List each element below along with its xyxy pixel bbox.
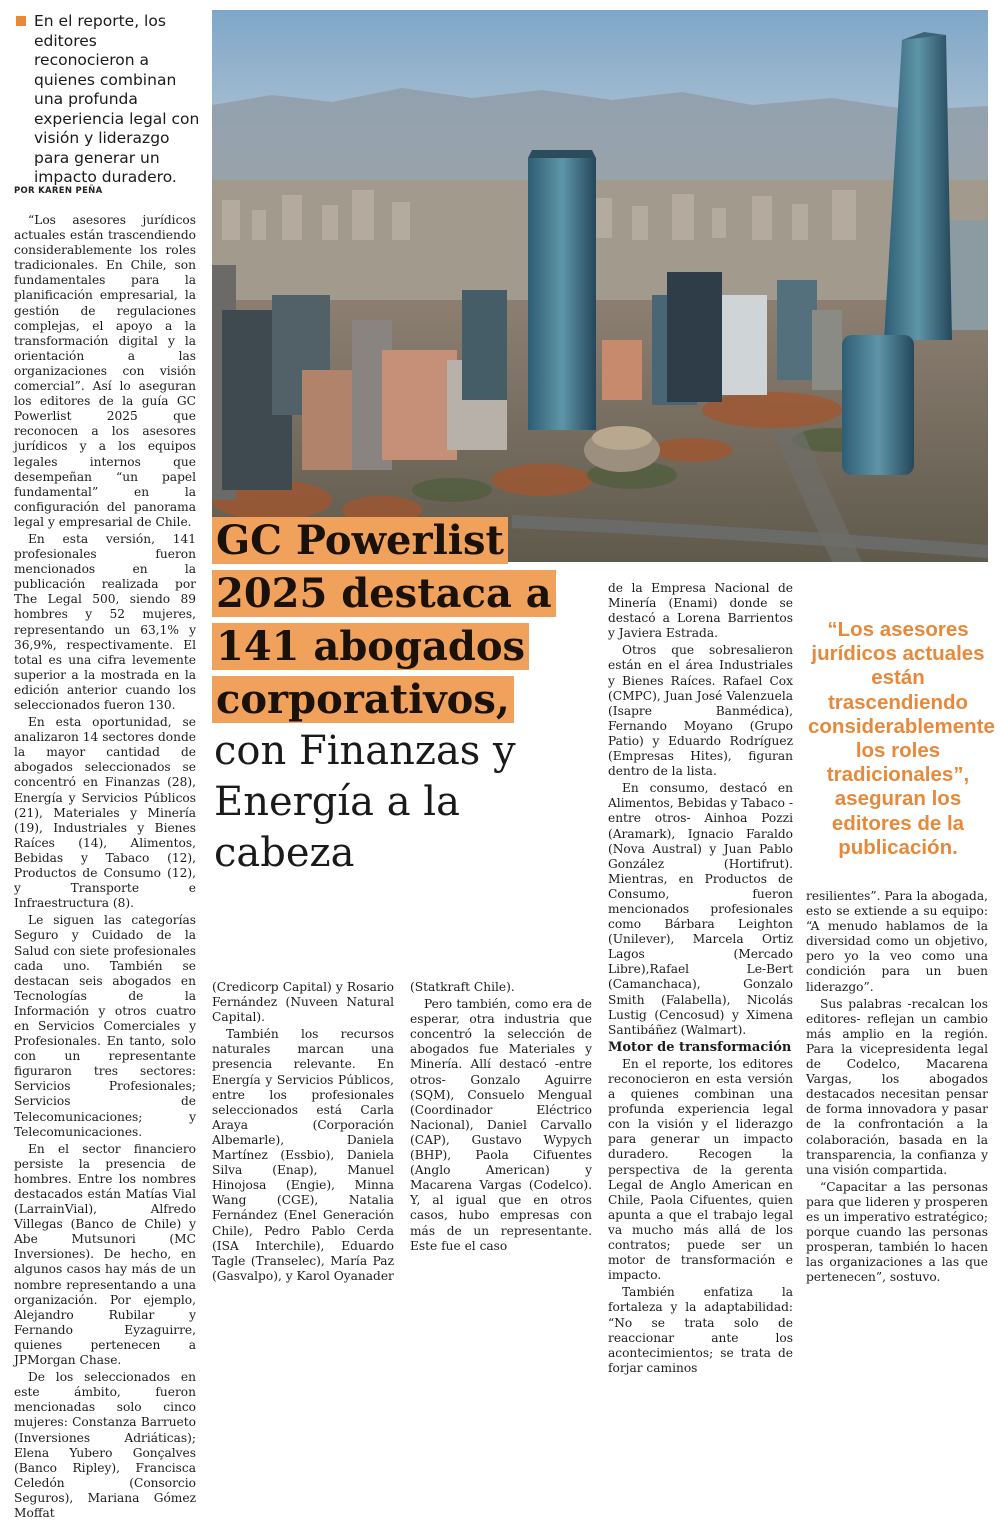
bullet-square-icon — [16, 16, 26, 26]
paragraph: También los recursos naturales marcan una presencia relevante. En Energía y Servicios Públicos, entre los profesionales seleccionados está Carla Araya (Corporación Albemarle), Daniela Martínez (Essbio), Daniela Silva (Enap), Manuel Hinojosa (Engie), Minna Wang (CGE), Natalia Fernández (Enel Generación Chile), Pedro Pablo Cerda (ISA Interchile), Eduardo Tagle (Transelec), María Paz (Gasvalpo), y Karol Oyanader — [212, 1027, 394, 1283]
paragraph: De los seleccionados en este ámbito, fueron mencionadas solo cinco mujeres: Constanza Barrueto (Inversiones Adriáticas); Elena Yubero Gonçalves (Banco Ripley), Francisca Celedón (Consorcio Seguros), Mariana Gómez Moffat — [14, 1370, 196, 1520]
headline — [212, 514, 602, 879]
lead-deck — [16, 12, 201, 188]
paragraph: “Los asesores jurídicos actuales están trascendiendo considerablemente los roles tradicionales. En Chile, son fundamentales para la planificación empresarial, la gestión de regulaciones complejas, el apoyo a la transformación digital y la orientación a las organizaciones con visión comercial”. Así lo aseguran los editores de la guía GC Powerlist 2025 que reconocen a los asesores jurídicos y a los equipos legales internos que desempeñan “un papel fundamental” en la configuración del panorama legal y empresarial de Chile. — [14, 213, 196, 529]
paragraph: Pero también, como era de esperar, otra industria que concentró la selección de abogados fue Materiales y Minería. Allí destacó -entre otros- Gonzalo Aguirre (SQM), Consuelo Mengual (Coordinador Eléctrico Nacional), Daniel Carvallo (CAP), Gustavo Wypych (BHP), Paola Cifuentes (Anglo American) y Macarena Vargas (Codelco). Y, al igual que en otros casos, hubo empresas con más de un representante. Este fue el caso — [410, 997, 592, 1253]
paragraph: Le siguen las categorías Seguro y Cuidado de la Salud con siete profesionales cada uno. También se destacan seis abogados en Tecnologías de la Información y otros cuatro en Servicios Comerciales y Profesionales. En tanto, solo con un representante figuraron tres sectores: Servicios Profesionales; Servicios de Telecomunicaciones; y Telecomunicaciones. — [14, 913, 196, 1139]
article-column-2 — [212, 980, 394, 1286]
article-column-4 — [608, 581, 793, 1378]
headline-line: corporativos, — [212, 676, 514, 723]
headline-line: 2025 destaca a — [212, 570, 556, 617]
byline: POR KAREN PEÑA — [14, 186, 103, 196]
article-column-3 — [410, 980, 592, 1256]
paragraph: En el sector financiero persiste la presencia de hombres. Entre los nombres destacados están Matías Vial (LarrainVial), Alfredo Villegas (Banco de Chile) y Abe Mutsunori (MC Inversiones). De hecho, en algunos casos hay más de un nombre representando a una organización. Por ejemplo, Alejandro Rubilar y Fernando Eyzaguirre, quienes pertenecen a JPMorgan Chase. — [14, 1141, 196, 1368]
paragraph: También enfatiza la fortaleza y la adaptabilidad: “No se trata solo de reaccionar ante los acontecimientos; se trata de forjar caminos — [608, 1285, 793, 1375]
paragraph: (Credicorp Capital) y Rosario Fernández (Nuveen Natural Capital). — [212, 980, 394, 1025]
paragraph: Sus palabras -recalcan los editores- reflejan un cambio más amplio en la región. Para la vicepresidenta legal de Codelco, Macarena Vargas, los abogados destacados necesitan pensar de forma innovadora y pasar de la confrontación a la colaboración, basada en la transparencia, la confianza y una visión compartida. — [806, 996, 988, 1177]
paragraph: En esta oportunidad, se analizaron 14 sectores donde la mayor cantidad de abogados seleccionados se concentró en Finanzas (28), Energía y Servicios Públicos (21), Materiales y Minería (19), Industriales y Bienes Raíces (14), Alimentos, Bebidas y Tabaco (12), Productos de Consumo (12), y Transporte e Infraestructura (8). — [14, 715, 196, 911]
paragraph: “Capacitar a las personas para que lideren y prosperen es un imperativo estratégico; porque cuando las personas prosperan, también lo hacen las organizaciones a las que pertenecen”, sostuvo. — [806, 1179, 988, 1285]
article-column-1 — [14, 213, 196, 1523]
paragraph: En el reporte, los editores reconocieron en esta versión a quienes combinan una profunda experiencia legal con la visión y el liderazgo para generar un impacto duradero. Recogen la perspectiva de la gerenta Legal de Anglo American en Chile, Paola Cifuentes, quien apunta a que el trabajo legal va mucho más allá de los contratos; puede ser un motor de transformación e impacto. — [608, 1056, 793, 1283]
paragraph: resilientes”. Para la abogada, esto se extiende a su equipo: “A menudo hablamos de la diversidad como un objetivo, pero yo la veo como una condición para un buen liderazgo”. — [806, 889, 988, 994]
headline-highlight — [212, 514, 602, 726]
lead-text: En el reporte, los editores reconocieron a quienes combinan una profunda experiencia legal con visión y liderazgo para generar un impacto duradero. — [34, 12, 200, 186]
city-skyline-photo — [212, 10, 988, 562]
paragraph: En esta versión, 141 profesionales fueron mencionados en la publicación realizada por The Legal 500, siendo 89 hombres y 52 mujeres, representando un 63,1% y 36,9%, respectivamente. El total es una cifra levemente superior a la mostrada en la edición anterior cuando los seleccionados fueron 130. — [14, 531, 196, 712]
headline-subtitle: con Finanzas y Energía a la cabeza — [214, 728, 516, 876]
paragraph: (Statkraft Chile). — [410, 980, 515, 994]
pull-quote: “Los asesores jurídicos actuales están trascendiendo considerablemente los roles tradicionales”, aseguran los editores de la publicación. — [808, 618, 995, 859]
section-subhead: Motor de transformación — [608, 1039, 792, 1055]
paragraph: de la Empresa Nacional de Minería (Enami) donde se destacó a Lorena Barrientos y Javiera Estrada. — [608, 581, 793, 641]
headline-line: GC Powerlist — [212, 517, 508, 564]
paragraph: Otros que sobresalieron están en el área Industriales y Bienes Raíces. Rafael Cox (CMPC), Juan José Valenzuela (Isapre Banmédica), Fernando Moyano (Grupo Patio) y Eduardo Rodríguez (Empresas Hites), figuran dentro de la lista. — [608, 643, 793, 779]
headline-line: 141 abogados — [212, 623, 529, 670]
article-column-5 — [806, 889, 988, 1287]
paragraph: En consumo, destacó en Alimentos, Bebidas y Tabaco -entre otros- Ainhoa Pozzi (Aramark), Ignacio Faraldo (Nova Austral) y Juan Pablo González (Hortifrut). Mientras, en Productos de Consumo, fueron mencionados profesionales como Bárbara Leighton (Unilever), Marcela Ortiz Lagos (Mercado Libre),Rafael Le-Bert (Camanchaca), Gonzalo Smith (Falabella), Nicolás Lustig (Cencosud) y Ximena Santibáñez (Walmart). — [608, 781, 793, 1037]
